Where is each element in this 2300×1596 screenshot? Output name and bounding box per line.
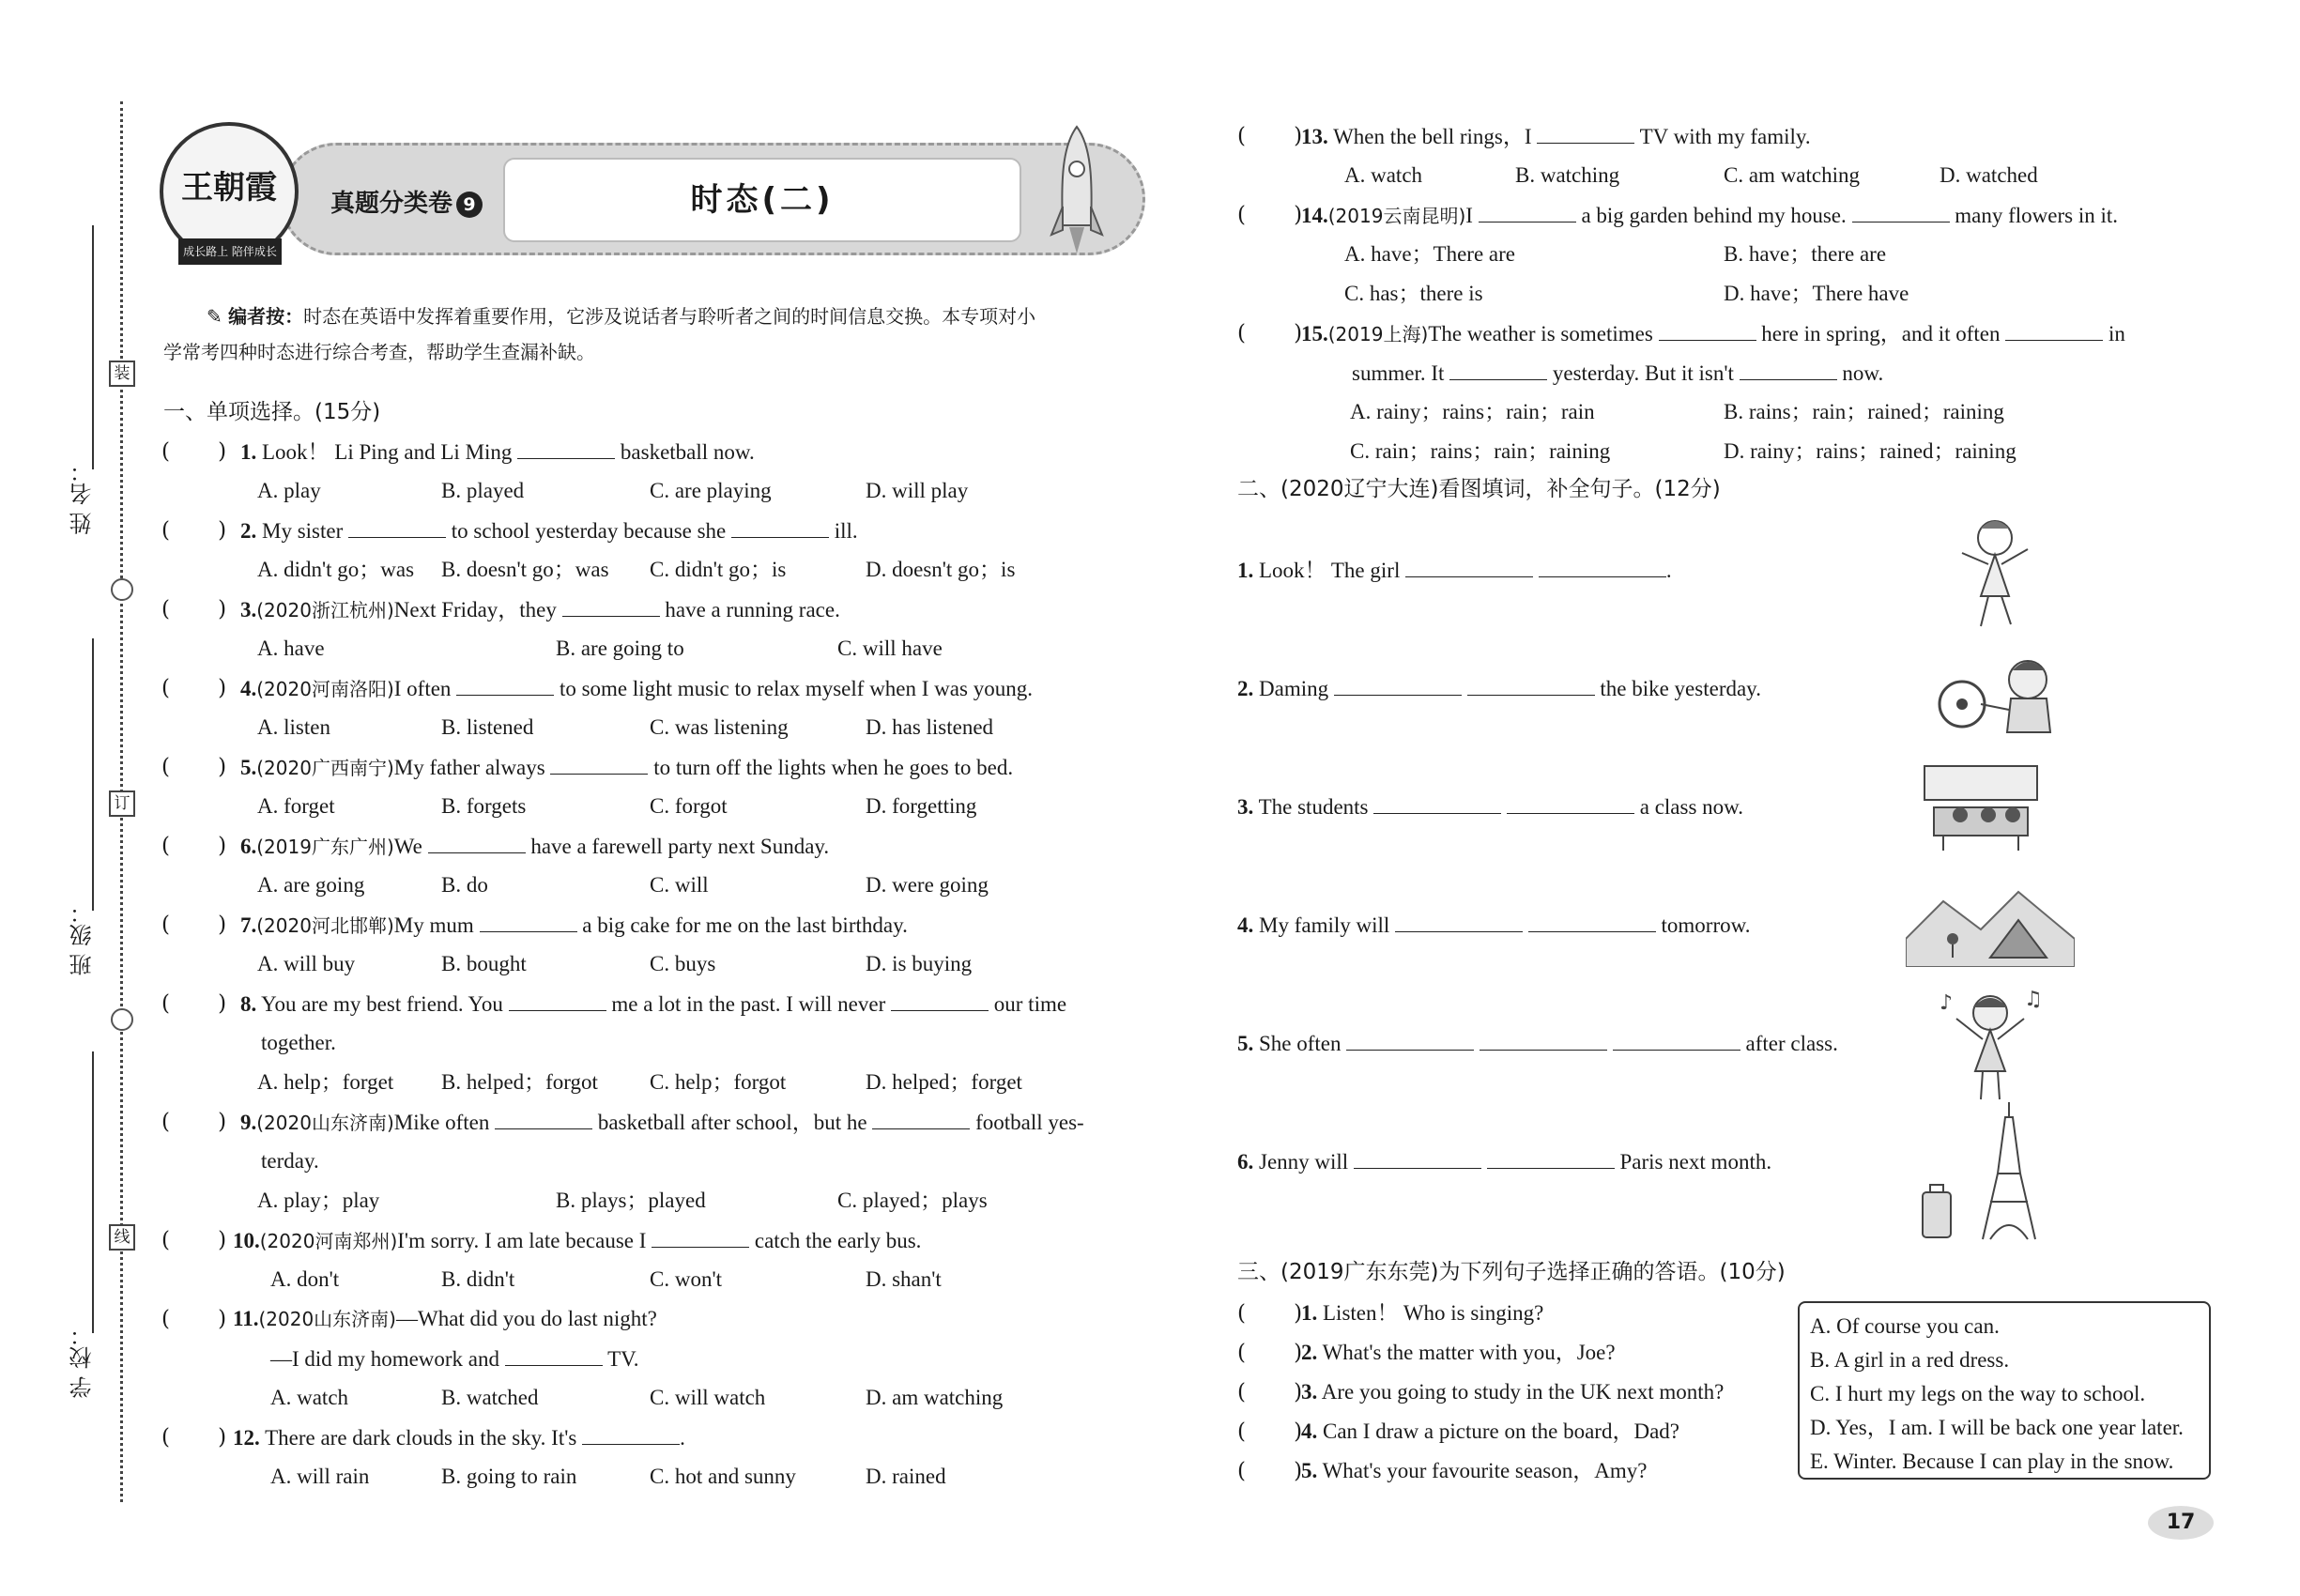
q11-stem — [233, 1305, 657, 1333]
q4-opt-d[interactable]: D. has listened — [866, 715, 994, 739]
logo-text: 王朝霞 — [181, 169, 277, 207]
q11-opt-d[interactable]: D. am watching — [866, 1386, 1004, 1409]
q2-opt-c[interactable]: C. didn't go；is — [650, 558, 787, 581]
q7-text-b: a big cake for me on the last birthday. — [582, 913, 908, 937]
q15-text-d: summer. It — [1352, 361, 1445, 385]
s3-question-2 — [1301, 1339, 1616, 1367]
q1-opt-b[interactable]: B. played — [441, 479, 525, 502]
q1-number: 1. — [240, 440, 257, 464]
rocket-icon — [1044, 122, 1110, 263]
answer-bracket[interactable]: ( ) — [161, 1307, 227, 1331]
binding-mark-ding: 订 — [109, 790, 135, 817]
q9-blank-2[interactable] — [872, 1108, 970, 1129]
s2-item-4-blank-2[interactable] — [1528, 911, 1656, 932]
q1-stem — [240, 437, 755, 467]
s2-item-1 — [1237, 556, 1672, 585]
q1-text-b: basketball now. — [620, 440, 755, 464]
q10-opt-d[interactable]: D. shan't — [866, 1267, 942, 1291]
s3-q4-text: Can I draw a picture on the board，Dad? — [1323, 1420, 1679, 1443]
q15-source: (2019上海) — [1327, 323, 1429, 345]
answer-bracket[interactable]: ( ) — [1237, 1420, 1303, 1444]
q9-opt-a[interactable]: A. play；play — [257, 1189, 380, 1212]
s2-item-5-number: 5. — [1237, 1032, 1254, 1055]
answer-bracket[interactable]: ( ) — [161, 755, 227, 779]
answer-option-c: C. I hurt my legs on the way to school. — [1810, 1382, 2146, 1405]
q5-number: 5. — [240, 756, 257, 779]
s2-item-5-text-b: after class. — [1745, 1032, 1838, 1055]
q6-text-b: have a farewell party next Sunday. — [530, 835, 830, 858]
s2-item-1-blank-2[interactable] — [1539, 556, 1666, 577]
s2-item-2-text-b: the bike yesterday. — [1600, 677, 1761, 700]
answer-bracket[interactable]: ( ) — [161, 1110, 227, 1134]
s2-item-6-blank-1[interactable] — [1354, 1147, 1481, 1169]
q15-blank-4[interactable] — [1740, 359, 1837, 380]
page-title: 时态(二) — [503, 158, 1021, 242]
q15-blank-3[interactable] — [1449, 359, 1547, 380]
q5-text-a: My father always — [393, 756, 545, 779]
binding-hole — [111, 1008, 133, 1031]
q10-text-a: I'm sorry. I am late because I — [397, 1229, 647, 1252]
s3-q4-number: 4. — [1301, 1420, 1318, 1443]
q2-blank-2[interactable] — [731, 516, 829, 538]
q3-text-b: have a running race. — [665, 598, 840, 622]
s3-question-5 — [1301, 1457, 1647, 1485]
q7-stem — [240, 911, 908, 940]
q6-opt-a[interactable]: A. are going — [257, 873, 365, 897]
q2-opt-a[interactable]: A. didn't go；was — [257, 558, 415, 581]
q14-text-b: a big garden behind my house. — [1581, 204, 1847, 227]
s2-item-6-text-b: Paris next month. — [1619, 1150, 1772, 1174]
q13-opt-c[interactable]: C. am watching — [1724, 163, 1860, 187]
q4-opt-b[interactable]: B. listened — [441, 715, 534, 739]
q6-blank[interactable] — [428, 832, 526, 853]
q12-text-a: There are dark clouds in the sky. It's — [265, 1426, 577, 1450]
q7-opt-c[interactable]: C. buys — [650, 952, 716, 975]
q8-blank-2[interactable] — [891, 990, 989, 1011]
q4-opt-a[interactable]: A. listen — [257, 715, 330, 739]
s2-item-3 — [1237, 792, 1743, 821]
q6-source: (2019广东广州) — [256, 836, 394, 858]
q5-source: (2020广西南宁) — [256, 757, 394, 779]
s2-item-2-blank-2[interactable] — [1467, 674, 1595, 696]
answer-bracket[interactable]: ( ) — [1237, 321, 1303, 345]
q1-opt-a[interactable]: A. play — [257, 479, 321, 502]
q6-text-a: We — [393, 835, 422, 858]
q8-number: 8. — [240, 992, 257, 1016]
s2-item-3-blank-2[interactable] — [1507, 792, 1634, 814]
s2-item-5-blank-2[interactable] — [1480, 1029, 1607, 1051]
s3-q1-text: Listen！ Who is singing? — [1323, 1301, 1544, 1325]
q8-text-a: You are my best friend. You — [261, 992, 503, 1016]
q1-opt-d[interactable]: D. will play — [866, 479, 969, 502]
q13-stem — [1301, 122, 1811, 151]
intro-line-1: ✎ 编者按：时态在英语中发挥着重要作用，它涉及说话者与聆听者之间的时间信息交换。本专项对小 — [207, 305, 1036, 328]
q2-text-a: My sister — [262, 519, 344, 543]
q7-text-a: My mum — [393, 913, 474, 937]
q14-opt-a[interactable]: A. have；There are — [1344, 242, 1515, 266]
q6-number: 6. — [240, 835, 257, 858]
q4-text-b: to some light music to relax myself when I was young. — [559, 677, 1033, 700]
q5-blank[interactable] — [550, 753, 648, 775]
q7-source: (2020河北邯郸) — [256, 914, 394, 937]
section3-heading: 三、(2019广东东莞)为下列句子选择正确的答语。(10分) — [1237, 1260, 1786, 1284]
q9-blank-1[interactable] — [495, 1108, 592, 1129]
binding-mark-xian: 线 — [109, 1224, 135, 1251]
s2-item-1-text-b: . — [1665, 559, 1672, 582]
answer-bracket[interactable]: ( ) — [1237, 1380, 1303, 1404]
q14-blank-1[interactable] — [1479, 201, 1576, 223]
answer-bracket[interactable]: ( ) — [161, 834, 227, 858]
s2-item-1-blank-1[interactable] — [1405, 556, 1533, 577]
q11-text-b: —I did my homework and — [270, 1347, 500, 1371]
q14-text-c: many flowers in it. — [1955, 204, 2119, 227]
answer-bracket[interactable]: ( ) — [1237, 1341, 1303, 1365]
q13-text-b: TV with my family. — [1639, 125, 1811, 148]
q9-text-a: Mike often — [393, 1111, 490, 1134]
q3-number: 3. — [240, 598, 257, 622]
q9-number: 9. — [240, 1111, 257, 1134]
q14-opt-d[interactable]: D. have；There have — [1724, 282, 1909, 305]
q3-text-a: Next Friday，they — [393, 598, 557, 622]
q15-stem-cont — [1352, 359, 1883, 388]
boy-fixing-bike-illustration — [1934, 648, 2065, 742]
q12-opt-b[interactable]: B. going to rain — [441, 1465, 577, 1488]
svg-text:♫: ♫ — [2024, 988, 2043, 1011]
s2-item-1-text-a: Look！ The girl — [1259, 559, 1401, 582]
intro-text-1: 时态在英语中发挥着重要作用，它涉及说话者与聆听者之间的时间信息交换。本专项对小 — [303, 305, 1036, 328]
q3-source: (2020浙江杭州) — [256, 599, 394, 622]
binding-mark-zhuang: 装 — [109, 361, 135, 387]
answer-option-e: E. Winter. Because I can play in the snow. — [1810, 1450, 2174, 1473]
q13-opt-b[interactable]: B. watching — [1515, 163, 1620, 187]
q8-opt-b[interactable]: B. helped；forgot — [441, 1070, 598, 1094]
q13-opt-d[interactable]: D. watched — [1940, 163, 2038, 187]
q9-source: (2020山东济南) — [256, 1112, 394, 1134]
s3-q1-number: 1. — [1301, 1301, 1318, 1325]
q14-source: (2019云南昆明) — [1327, 205, 1466, 227]
q4-opt-c[interactable]: C. was listening — [650, 715, 789, 739]
q2-blank-1[interactable] — [348, 516, 446, 538]
q2-opt-b[interactable]: B. doesn't go；was — [441, 558, 609, 581]
s2-item-4-blank-1[interactable] — [1395, 911, 1523, 932]
q12-blank[interactable] — [582, 1423, 680, 1445]
q10-stem — [233, 1226, 921, 1255]
q8-stem — [240, 990, 1066, 1019]
q10-text-b: catch the early bus. — [754, 1229, 922, 1252]
q14-opt-c[interactable]: C. has；there is — [1344, 282, 1483, 305]
q11-opt-a[interactable]: A. watch — [270, 1386, 349, 1409]
q5-stem — [240, 753, 1013, 782]
q2-text-c: ill. — [834, 519, 858, 543]
s2-item-6-text-a: Jenny will — [1259, 1150, 1349, 1174]
q13-text-a: When the bell rings，I — [1333, 125, 1532, 148]
q11-text-a: —What did you do last night? — [396, 1307, 657, 1330]
s2-item-6 — [1237, 1147, 1771, 1176]
s2-item-3-text-b: a class now. — [1639, 795, 1744, 819]
class-label: 班 级： — [69, 901, 96, 976]
q4-source: (2020河南洛阳) — [256, 678, 394, 700]
q11-number: 11. — [233, 1307, 259, 1330]
dancing-girl-illustration — [1953, 512, 2037, 634]
q4-text-a: I often — [393, 677, 452, 700]
q13-number: 13. — [1301, 125, 1328, 148]
q12-stem — [233, 1423, 685, 1452]
q7-opt-a[interactable]: A. will buy — [257, 952, 356, 975]
s3-q3-text: Are you going to study in the UK next month? — [1321, 1380, 1725, 1404]
q15-opt-c[interactable]: C. rain；rains；rain；raining — [1350, 439, 1611, 463]
answer-bracket[interactable]: ( ) — [161, 676, 227, 700]
q14-number: 14. — [1301, 204, 1328, 227]
answer-bracket[interactable]: ( ) — [1237, 1459, 1303, 1483]
classroom-illustration — [1915, 760, 2056, 854]
s2-item-5-text-a: She often — [1259, 1032, 1342, 1055]
answer-bracket[interactable]: ( ) — [161, 1425, 227, 1450]
series-number: 9 — [456, 192, 483, 218]
q12-opt-d[interactable]: D. rained — [866, 1465, 946, 1488]
q5-opt-c[interactable]: C. forgot — [650, 794, 728, 818]
q10-number: 10. — [233, 1229, 260, 1252]
q10-opt-c[interactable]: C. won't — [650, 1267, 722, 1291]
s3-q2-text: What's the matter with you，Joe? — [1322, 1341, 1616, 1364]
s2-item-6-blank-2[interactable] — [1487, 1147, 1615, 1169]
q4-number: 4. — [240, 677, 257, 700]
section1-heading: 一、单项选择。(15分) — [163, 400, 381, 424]
q2-stem — [240, 516, 858, 545]
svg-text:♪: ♪ — [1940, 991, 1954, 1015]
girl-singing-illustration — [1934, 981, 2047, 1103]
q5-opt-d[interactable]: D. forgetting — [866, 794, 977, 818]
q3-opt-b[interactable]: B. are going to — [556, 637, 684, 660]
q7-opt-b[interactable]: B. bought — [441, 952, 527, 975]
q7-number: 7. — [240, 913, 257, 937]
answer-bracket[interactable]: ( ) — [161, 518, 227, 543]
answer-bracket[interactable]: ( ) — [161, 439, 227, 464]
s2-item-4-number: 4. — [1237, 913, 1254, 937]
q11-blank[interactable] — [505, 1344, 603, 1366]
q15-text-b: here in spring，and it often — [1761, 322, 2001, 345]
s2-item-1-number: 1. — [1237, 559, 1254, 582]
answer-bracket[interactable]: ( ) — [161, 913, 227, 937]
answer-bracket[interactable]: ( ) — [1237, 203, 1303, 227]
intro-label: 编者按： — [228, 305, 304, 328]
q7-blank[interactable] — [480, 911, 577, 932]
q15-text-e: yesterday. But it isn't — [1552, 361, 1734, 385]
answer-bracket[interactable]: ( ) — [161, 597, 227, 622]
q9-text-b: basketball after school，but he — [597, 1111, 867, 1134]
q14-text-a: I — [1465, 204, 1473, 227]
s2-item-4-text-a: My family will — [1259, 913, 1390, 937]
q14-stem — [1301, 201, 2118, 230]
q9-text-c: football yes- — [975, 1111, 1084, 1134]
q15-opt-b[interactable]: B. rains；rain；rained；raining — [1724, 400, 2004, 423]
q13-opt-a[interactable]: A. watch — [1344, 163, 1423, 187]
q12-opt-c[interactable]: C. hot and sunny — [650, 1465, 796, 1488]
q13-blank[interactable] — [1537, 122, 1634, 144]
q2-opt-d[interactable]: D. doesn't go；is — [866, 558, 1016, 581]
q10-blank[interactable] — [652, 1226, 749, 1248]
answer-bracket[interactable]: ( ) — [161, 991, 227, 1016]
q5-opt-a[interactable]: A. forget — [257, 794, 335, 818]
margin-rule — [92, 638, 94, 911]
q12-text-b: . — [680, 1426, 685, 1450]
s2-item-2 — [1237, 674, 1761, 703]
q4-blank[interactable] — [456, 674, 554, 696]
s3-q3-number: 3. — [1301, 1380, 1318, 1404]
series-label — [330, 184, 483, 219]
series-text: 真题分类卷 — [330, 190, 453, 218]
s2-item-6-number: 6. — [1237, 1150, 1254, 1174]
s3-question-4 — [1301, 1418, 1679, 1446]
q5-text-b: to turn off the lights when he goes to bed. — [653, 756, 1014, 779]
page-number: 17 — [2148, 1506, 2214, 1540]
q3-stem — [240, 595, 840, 624]
q4-stem — [240, 674, 1033, 703]
s2-item-5 — [1237, 1029, 1838, 1058]
s2-item-3-blank-1[interactable] — [1373, 792, 1501, 814]
s3-question-1 — [1301, 1299, 1543, 1327]
q6-opt-b[interactable]: B. do — [441, 873, 488, 897]
q15-opt-a[interactable]: A. rainy；rains；rain；rain — [1350, 400, 1595, 423]
q8-opt-a[interactable]: A. help；forget — [257, 1070, 394, 1094]
q15-text-f: now. — [1842, 361, 1884, 385]
q8-text-cont: together. — [261, 1031, 336, 1054]
s3-q2-number: 2. — [1301, 1341, 1318, 1364]
q6-opt-c[interactable]: C. will — [650, 873, 709, 897]
section2-heading: 二、(2020辽宁大连)看图填词，补全句子。(12分) — [1237, 477, 1721, 501]
s3-question-3 — [1301, 1378, 1724, 1406]
q2-text-b: to school yesterday because she — [451, 519, 727, 543]
q8-blank-1[interactable] — [509, 990, 606, 1011]
q15-blank-2[interactable] — [2005, 319, 2103, 341]
q14-blank-2[interactable] — [1852, 201, 1950, 223]
binding-hole — [111, 578, 133, 601]
s2-item-2-blank-1[interactable] — [1334, 674, 1462, 696]
q14-opt-b[interactable]: B. have；there are — [1724, 242, 1887, 266]
answer-bracket[interactable]: ( ) — [1237, 1301, 1303, 1326]
camping-tent-illustration — [1906, 882, 2075, 967]
intro-line-2: 学常考四种时态进行综合考查，帮助学生查漏补缺。 — [163, 341, 595, 363]
q11-text-cont — [270, 1344, 639, 1373]
q3-blank[interactable] — [562, 595, 660, 617]
s2-item-2-number: 2. — [1237, 677, 1254, 700]
q9-opt-c[interactable]: C. played；plays — [837, 1189, 988, 1212]
q8-opt-d[interactable]: D. helped；forget — [866, 1070, 1022, 1094]
q8-opt-c[interactable]: C. help；forgot — [650, 1070, 787, 1094]
s3-q5-number: 5. — [1301, 1459, 1318, 1482]
q15-number: 15. — [1301, 322, 1328, 345]
s2-item-2-text-a: Daming — [1259, 677, 1329, 700]
answer-bracket[interactable]: ( ) — [1237, 124, 1303, 148]
s2-item-4 — [1237, 911, 1751, 940]
q11-source: (2020山东济南) — [258, 1308, 396, 1330]
q15-opt-d[interactable]: D. rainy；rains；rained；raining — [1724, 439, 2016, 463]
q9-opt-b[interactable]: B. plays；played — [556, 1189, 706, 1212]
margin-rule — [92, 225, 94, 469]
q9-stem — [240, 1108, 1084, 1137]
q15-stem — [1301, 319, 2125, 348]
s2-item-4-text-b: tomorrow. — [1661, 913, 1751, 937]
q11-text-c: TV. — [607, 1347, 639, 1371]
s2-item-3-number: 3. — [1237, 795, 1254, 819]
answer-option-b: B. A girl in a red dress. — [1810, 1348, 2010, 1372]
q6-stem — [240, 832, 829, 861]
s2-item-3-text-a: The students — [1258, 795, 1369, 819]
q8-text-b: me a lot in the past. I will never — [611, 992, 886, 1016]
q10-source: (2020河南郑州) — [259, 1230, 398, 1252]
q3-opt-c[interactable]: C. will have — [837, 637, 943, 660]
answer-bracket[interactable]: ( ) — [161, 1228, 227, 1252]
q9-text-cont: terday. — [261, 1149, 319, 1173]
q15-text-a: The weather is sometimes — [1428, 322, 1653, 345]
q10-opt-a[interactable]: A. don't — [270, 1267, 340, 1291]
q8-text-c: our time — [993, 992, 1067, 1016]
s3-q5-text: What's your favourite season，Amy? — [1322, 1459, 1648, 1482]
s2-item-5-blank-1[interactable] — [1346, 1029, 1474, 1051]
q12-number: 12. — [233, 1426, 260, 1450]
q7-opt-d[interactable]: D. is buying — [866, 952, 973, 975]
school-label: 学 校： — [69, 1324, 96, 1399]
s2-item-5-blank-3[interactable] — [1613, 1029, 1740, 1051]
q2-number: 2. — [240, 519, 257, 543]
answer-option-d: D. Yes，I am. I will be back one year later. — [1810, 1416, 2184, 1439]
q1-opt-c[interactable]: C. are playing — [650, 479, 772, 502]
logo-ribbon: 成长路上 陪伴成长 — [178, 238, 282, 265]
eiffel-tower-illustration — [1915, 1098, 2065, 1249]
q11-opt-c[interactable]: C. will watch — [650, 1386, 766, 1409]
q15-blank-1[interactable] — [1659, 319, 1756, 341]
q12-opt-a[interactable]: A. will rain — [270, 1465, 370, 1488]
q1-blank[interactable] — [517, 437, 615, 459]
q3-opt-a[interactable]: A. have — [257, 637, 325, 660]
q10-opt-b[interactable]: B. didn't — [441, 1267, 515, 1291]
margin-rule — [92, 1051, 94, 1333]
q6-opt-d[interactable]: D. were going — [866, 873, 989, 897]
q11-opt-b[interactable]: B. watched — [441, 1386, 539, 1409]
q5-opt-b[interactable]: B. forgets — [441, 794, 527, 818]
name-label: 姓 名： — [69, 460, 96, 535]
q1-text-a: Look！ Li Ping and Li Ming — [262, 440, 513, 464]
q15-text-c: in — [2108, 322, 2125, 345]
answer-option-a: A. Of course you can. — [1810, 1314, 2000, 1338]
